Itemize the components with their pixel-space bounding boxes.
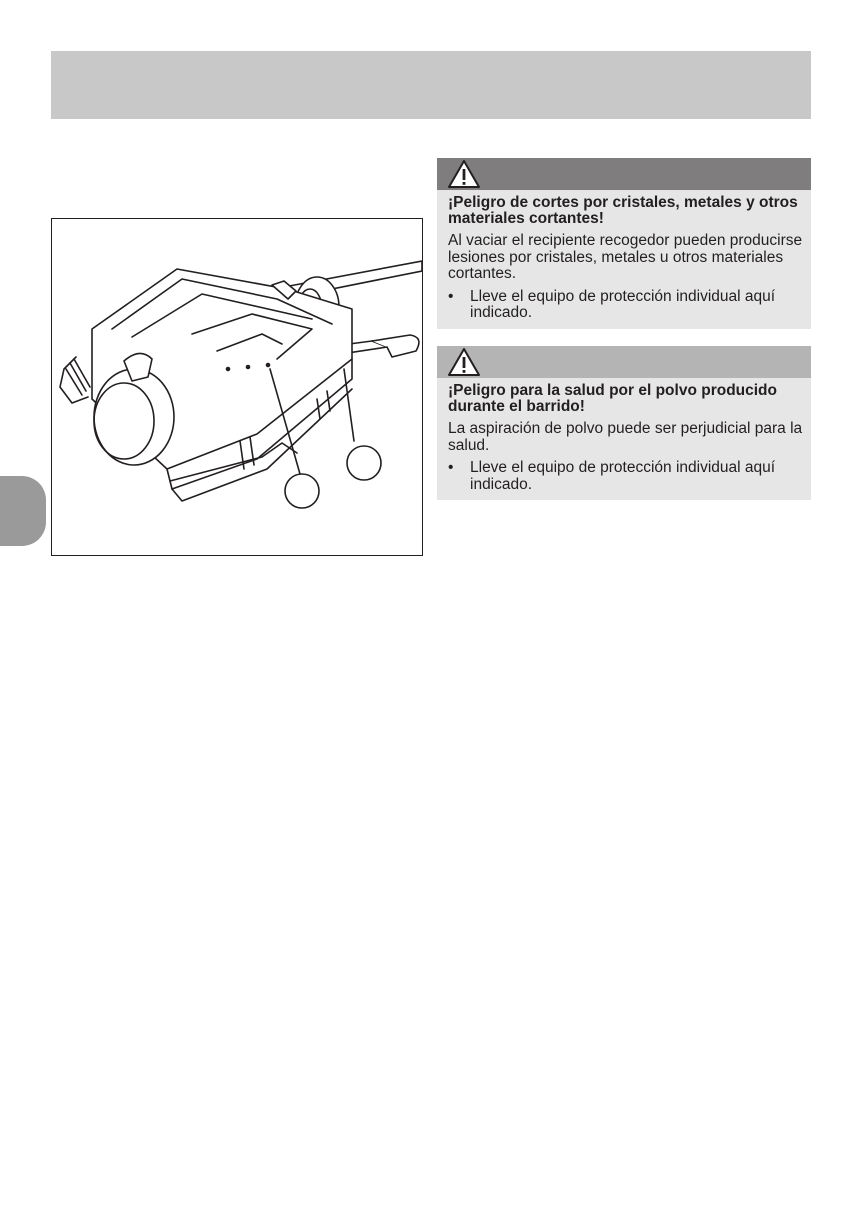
header-band xyxy=(51,51,811,119)
callout-circle-2 xyxy=(347,446,381,480)
bullet-dot: • xyxy=(448,459,454,476)
warning-title: ¡Peligro para la salud por el polvo producido durante el barrido! xyxy=(448,382,777,415)
sweeper-illustration xyxy=(52,219,422,555)
warning-triangle-icon xyxy=(447,347,481,377)
warning-bullet xyxy=(448,289,811,322)
warning-bullet xyxy=(448,460,811,493)
warning-bullet-text: Lleve el equipo de protección individual aquí indicado. xyxy=(470,459,776,493)
warning-bar xyxy=(437,346,811,378)
warning-bullet-text: Lleve el equipo de protección individual aquí indicado. xyxy=(470,287,776,321)
warning-bar xyxy=(437,158,811,190)
warning-text: Al vaciar el recipiente recogedor pueden producirse lesiones por cristales, metales u otros materiales cortantes. xyxy=(448,232,803,282)
sweeper-figure xyxy=(51,218,423,556)
warning-panel-dust xyxy=(437,346,811,500)
warning-text: La aspiración de polvo puede ser perjudicial para la salud. xyxy=(448,420,803,454)
warning-panel-cuts xyxy=(437,158,811,329)
warning-triangle-icon xyxy=(447,159,481,189)
bullet-dot: • xyxy=(448,287,454,305)
chapter-side-tab xyxy=(0,476,46,546)
warning-title: ¡Peligro de cortes por cristales, metales y otros materiales cortantes! xyxy=(448,194,798,227)
callout-circle-1 xyxy=(285,474,319,508)
